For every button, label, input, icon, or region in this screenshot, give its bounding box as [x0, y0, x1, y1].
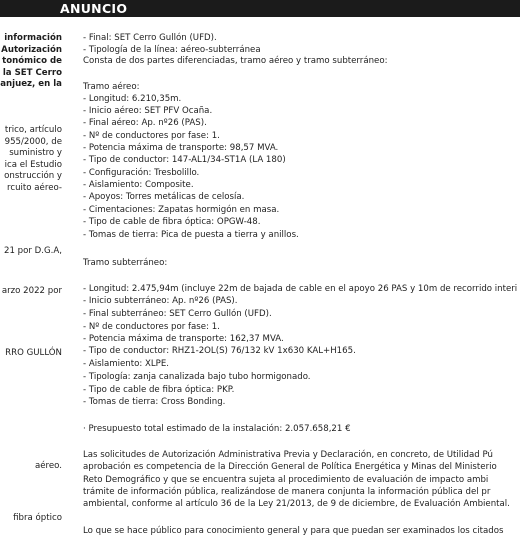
left-text-line: suministro y [9, 148, 62, 158]
text-line: - Inicio subterráneo: Ap. nº26 (PAS). [83, 296, 238, 306]
text-line: Lo que se hace público para conocimiento general y para que puedan ser examinados los citados [83, 526, 504, 536]
budget-line: · Presupuesto total estimado de la instalación: 2.057.658,21 € [83, 424, 351, 434]
text-line: - Nº de conductores por fase: 1. [83, 322, 220, 332]
page-title: ANUNCIO [60, 1, 128, 16]
text-line: - Longitud: 6.210,35m. [83, 94, 182, 104]
text-line: aprobación es competencia de la Dirección General de Política Energética y Minas del Ministerio [83, 462, 497, 472]
text-line: - Final subterráneo: SET Cerro Gullón (UFD). [83, 309, 272, 319]
left-text-line: anjuez, en la [0, 79, 62, 89]
left-text-line: trico, artículo [4, 125, 62, 135]
left-text-line: Autorización [1, 44, 62, 55]
text-line: - Apoyos: Torres metálicas de celosía. [83, 192, 245, 202]
left-text-line: la SET Cerro [2, 67, 62, 78]
left-text-line: 955/2000, de [4, 136, 62, 147]
text-line: Las solicitudes de Autorización Administrativa Previa y Declaración, en concreto, de Utilidad Pú [83, 450, 493, 460]
left-text-line: arzo 2022 por [1, 286, 62, 296]
text-line: - Tipología: zanja canalizada bajo tubo hormigonado. [83, 372, 311, 382]
text-line: - Final aéreo: Ap. nº26 (PAS). [83, 118, 207, 128]
text-line: - Longitud: 2.475,94m (incluye 22m de bajada de cable en el apoyo 26 PAS y 10m de recorrido interi [83, 284, 518, 294]
text-line: - Configuración: Tresbolillo. [83, 168, 200, 178]
text-line: - Tipo de cable de fibra óptica: OPGW-48. [83, 217, 261, 227]
text-line: - Inicio aéreo: SET PFV Ocaña. [83, 106, 213, 116]
left-text-line: rcuito aéreo- [7, 182, 62, 193]
left-text-line: tonómico de [2, 56, 62, 66]
section-heading: Tramo subterráneo: [83, 258, 168, 268]
text-line: - Aislamiento: Composite. [83, 180, 194, 190]
text-line: Reto Demográfico y que se encuentra sujeta al procedimiento de evaluación de impacto ambi [83, 474, 489, 485]
text-line: - Potencia máxima de transporte: 98,57 MVA. [83, 143, 279, 153]
text-line: - Tomas de tierra: Cross Bonding. [83, 397, 226, 407]
left-text-line: aéreo. [34, 461, 62, 471]
text-line: - Cimentaciones: Zapatas hormigón en masa. [83, 205, 280, 215]
text-line: - Final: SET Cerro Gullón (UFD). [83, 33, 217, 43]
text-line: - Aislamiento: XLPE. [83, 359, 169, 369]
text-line: - Tipo de conductor: RHZ1-2OL(S) 76/132 kV 1x630 KAL+H165. [83, 346, 356, 356]
text-line: - Tomas de tierra: Pica de puesta a tierra y anillos. [83, 230, 299, 240]
left-text-line: RRO GULLÓN [5, 348, 62, 358]
left-text-line: 21 por D.G.A, [4, 246, 62, 256]
left-text-line: fibra óptico [13, 513, 62, 523]
left-text-line: información [4, 33, 62, 43]
left-text-line: ica el Estudio [4, 159, 62, 170]
section-heading: Tramo aéreo: [83, 82, 140, 92]
text-line: trámite de información pública, realizándose de manera conjunta la información pública del pr [83, 486, 491, 497]
text-line: ambiental, conforme al artículo 36 de la Ley 21/2013, de 9 de diciembre, de Evaluación Ambiental. [83, 499, 510, 509]
left-text-line: onstrucción y [4, 171, 62, 181]
text-line: - Potencia máxima de transporte: 162,37 MVA. [83, 334, 284, 344]
text-line: - Tipo de cable de fibra óptica: PKP. [83, 385, 235, 395]
text-line: Consta de dos partes diferenciadas, tramo aéreo y tramo subterráneo: [83, 56, 388, 66]
text-line: - Tipología de la línea: aéreo-subterránea [83, 44, 261, 55]
text-line: - Nº de conductores por fase: 1. [83, 131, 220, 141]
text-line: - Tipo de conductor: 147-AL1/34-ST1A (LA 180) [83, 155, 286, 165]
